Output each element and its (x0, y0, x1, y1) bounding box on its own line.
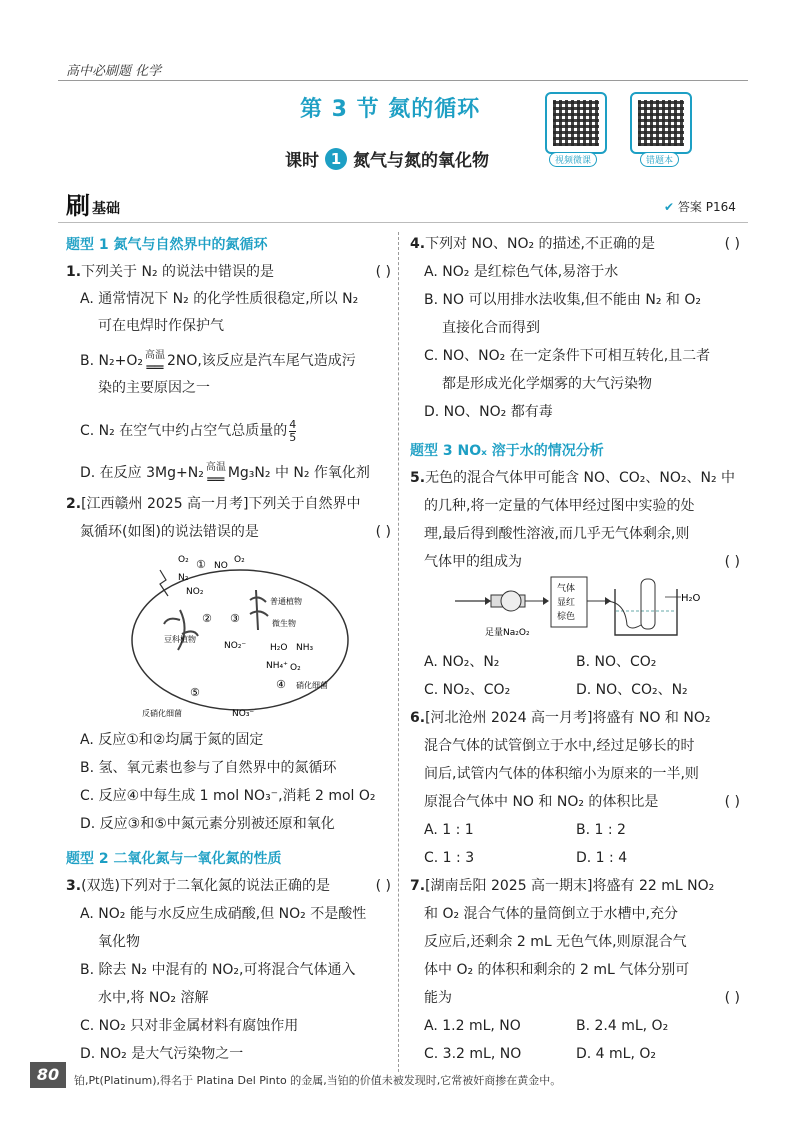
brand-logo (66, 186, 120, 221)
reagent-bulb-icon (501, 591, 521, 611)
plant-icon (250, 590, 268, 630)
q4-option-a: A. NO₂ 是红棕色气体,易溶于水 (424, 264, 619, 280)
q7-answer-blank: ( ) (724, 990, 740, 1006)
legume-plant-icon (164, 610, 198, 650)
q7-option-b: B. 2.4 mL, O₂ (576, 1018, 669, 1034)
q6-option-a: A. 1 : 1 (424, 822, 474, 838)
header-divider (58, 80, 748, 81)
label-reaction-2: ② (202, 612, 212, 625)
q7-line3: 反应后,还剩余 2 mL 无色气体,则原混合气 (424, 934, 687, 950)
q2-option-d: D. 反应③和⑤中氮元素分别被还原和氧化 (80, 816, 335, 832)
fraction-denominator: 5 (289, 431, 297, 444)
label-n2: N₂ (178, 573, 189, 583)
q3-option-b-cont: 水中,将 NO₂ 溶解 (98, 990, 209, 1006)
q7-line4: 体中 O₂ 的体积和剩余的 2 mL 气体分别可 (424, 962, 690, 978)
q2-option-a: A. 反应①和②均属于氮的固定 (80, 732, 264, 748)
answer-text: 答案 P164 (677, 200, 736, 214)
label-nitrifying-bacteria: 硝化细菌 (296, 681, 328, 690)
q1-b-line2: 染的主要原因之一 (98, 380, 210, 396)
q7-line5: 能为 (424, 990, 452, 1006)
label-legume: 豆科植物 (164, 635, 196, 644)
lesson-number: 1 (325, 148, 347, 170)
q1-number: 1. (66, 264, 82, 280)
label-shows-red: 显红 (557, 598, 576, 608)
label-brown: 棕色 (557, 612, 576, 622)
q1-b-arrow: 高温 ══ (144, 350, 165, 376)
q4-option-c: C. NO、NO₂ 在一定条件下可相互转化,且二者 (424, 348, 711, 364)
label-water: H₂O (681, 593, 701, 604)
nitrogen-cycle-diagram (120, 550, 390, 720)
question-3 (66, 872, 391, 900)
heading-type-3: 题型 3 NOₓ 溶于水的情况分析 (410, 443, 604, 459)
arrow-icon (543, 597, 549, 605)
label-nitrate: NO₃⁻ (232, 709, 255, 719)
q1-a-line2: 可在电焊时作保护气 (98, 318, 224, 334)
q4-stem: 下列对 NO、NO₂ 的描述,不正确的是 (425, 236, 656, 252)
qr-pattern (638, 100, 684, 146)
q3-option-a: A. NO₂ 能与水反应生成硝酸,但 NO₂ 不是酸性 (80, 906, 367, 922)
label-gas: 气体 (557, 584, 576, 594)
q6-line2: 混合气体的试管倒立于水中,经过足够长的时 (424, 738, 695, 754)
q4-option-b: B. NO 可以用排水法收集,但不能由 N₂ 和 O₂ (424, 292, 701, 308)
q6-options (424, 816, 744, 872)
qr-pattern (553, 100, 599, 146)
q1-d-condition: 高温 (205, 462, 226, 473)
q2-line2: 氮循环(如图)的说法错误的是 (80, 524, 259, 540)
q2-options (80, 726, 376, 838)
q5-answer-blank: ( ) (724, 554, 740, 570)
q6-option-c: C. 1 : 3 (424, 850, 475, 866)
q4-number: 4. (410, 236, 426, 252)
label-o2-second: O₂ (234, 555, 245, 565)
q7-option-d: D. 4 mL, O₂ (576, 1046, 657, 1062)
q1-b-condition: 高温 (144, 350, 165, 361)
q6-option-b: B. 1 : 2 (576, 822, 626, 838)
question-5 (410, 464, 740, 576)
q3-option-c: C. NO₂ 只对非金属材料有腐蚀作用 (80, 1018, 299, 1034)
q4-option-d: D. NO、NO₂ 都有毒 (424, 404, 553, 420)
q1-c-text: C. N₂ 在空气中约占空气总质量的 (80, 423, 288, 439)
lesson-title (285, 146, 489, 171)
q5-apparatus-diagram (455, 575, 725, 643)
label-h2o: H₂O (270, 643, 288, 653)
qr-error-label: 错题本 (640, 152, 679, 167)
lesson-label: 课时 (285, 151, 319, 171)
q2-answer-blank: ( ) (375, 524, 391, 540)
label-nitrite: NO₂⁻ (224, 641, 247, 651)
brand-sub: 基础 (92, 201, 120, 217)
check-icon: ✔ (664, 200, 675, 214)
q5-option-d: D. NO、CO₂、N₂ (576, 682, 688, 698)
question-7 (410, 872, 740, 1012)
q1-option-a (80, 286, 358, 340)
heading-type-2: 题型 2 二氧化氮与一氧化氮的性质 (66, 851, 282, 867)
q5-option-b: B. NO、CO₂ (576, 654, 657, 670)
q3-option-b: B. 除去 N₂ 中混有的 NO₂,可将混合气体通入 (80, 962, 356, 978)
q7-line2: 和 O₂ 混合气体的量筒倒立于水槽中,充分 (424, 906, 678, 922)
q1-a-line1: A. 通常情况下 N₂ 的化学性质很稳定,所以 N₂ (80, 291, 359, 307)
q2-line1: [江西赣州 2025 高一月考]下列关于自然界中 (81, 496, 361, 512)
q3-stem: (双选)下列对于二氧化氮的说法正确的是 (81, 878, 330, 894)
q5-option-c: C. NO₂、CO₂ (424, 682, 511, 698)
test-tube-icon (641, 579, 655, 629)
q7-number: 7. (410, 878, 426, 894)
q6-line3: 间后,试管内气体的体积缩小为原来的一半,则 (424, 766, 699, 782)
label-nh3: NH₃ (296, 643, 314, 653)
column-divider (398, 232, 400, 1072)
label-reaction-5: ⑤ (190, 686, 200, 699)
content-divider (58, 222, 748, 223)
q7-option-a: A. 1.2 mL, NO (424, 1018, 521, 1034)
page-number: 80 (30, 1062, 66, 1088)
answer-reference (664, 198, 736, 215)
brand-main: 刷 (66, 192, 90, 220)
label-o2-top: O₂ (178, 555, 189, 565)
q1-d-rest: Mg₃N₂ 中 N₂ 作氧化剂 (227, 465, 370, 481)
section-title: 第 3 节 氮的循环 (300, 97, 481, 122)
q2-option-b: B. 氢、氧元素也参与了自然界中的氮循环 (80, 760, 337, 776)
q5-line4: 气体甲的组成为 (424, 554, 522, 570)
q6-option-d: D. 1 : 4 (576, 850, 628, 866)
question-1 (66, 258, 391, 286)
q3-number: 3. (66, 878, 82, 894)
label-no2: NO₂ (186, 587, 204, 597)
q6-line4: 原混合气体中 NO 和 NO₂ 的体积比是 (424, 794, 659, 810)
q7-options (424, 1012, 744, 1068)
q7-option-c: C. 3.2 mL, NO (424, 1046, 522, 1062)
q1-stem: 下列关于 N₂ 的说法中错误的是 (81, 264, 275, 280)
label-ammonium: NH₄⁺ (266, 661, 288, 671)
heading-type-1: 题型 1 氮气与自然界中的氮循环 (66, 237, 268, 253)
q4-option-c-cont: 都是形成光化学烟雾的大气污染物 (442, 376, 652, 392)
q5-line3: 理,最后得到酸性溶液,而几乎无气体剩余,则 (424, 526, 690, 542)
label-reaction-3: ③ (230, 612, 240, 625)
q6-line1: [河北沧州 2024 高一月考]将盛有 NO 和 NO₂ (425, 710, 711, 726)
q3-option-a-cont: 氧化物 (98, 934, 140, 950)
label-common-plant: 普通植物 (270, 597, 302, 606)
q1-b-rest: 2NO,该反应是汽车尾气造成污 (166, 353, 356, 369)
label-reagent: 足量Na₂O₂ (485, 628, 530, 638)
q5-option-a: A. NO₂、N₂ (424, 654, 500, 670)
fraction (289, 419, 296, 444)
label-o2-bottom: O₂ (290, 663, 301, 673)
q1-option-b (80, 348, 356, 402)
label-microbe: 微生物 (272, 619, 296, 628)
q5-number: 5. (410, 470, 426, 486)
q1-option-d (80, 460, 370, 487)
q5-line2: 的几种,将一定量的气体甲经过图中实验的处 (424, 498, 695, 514)
q6-number: 6. (410, 710, 426, 726)
question-2 (66, 490, 391, 546)
qr-video-label: 视频微课 (549, 152, 597, 167)
q1-option-c (80, 418, 298, 445)
label-denitrifying-bacteria: 反硝化细菌 (142, 709, 182, 718)
q5-options (424, 648, 744, 704)
lesson-name: 氮气与氮的氧化物 (353, 151, 489, 171)
arrow-icon (485, 597, 491, 605)
q1-d-reactants: D. 在反应 3Mg+N₂ (80, 465, 204, 481)
label-no: NO (214, 561, 228, 571)
qr-code-video[interactable] (545, 92, 607, 154)
q4-options (424, 258, 710, 426)
footer-note: 铂,Pt(Platinum),得名于 Platina Del Pinto 的金属,当铂的价值未被发现时,它常被奸商掺在黄金中。 (74, 1074, 562, 1087)
q3-option-d: D. NO₂ 是大气污染物之一 (80, 1046, 244, 1062)
q1-b-reactants: B. N₂+O₂ (80, 353, 143, 369)
label-reaction-4: ④ (276, 678, 286, 691)
q2-option-c: C. 反应④中每生成 1 mol NO₃⁻,消耗 2 mol O₂ (80, 788, 376, 804)
fraction-numerator: 4 (289, 418, 297, 431)
question-6 (410, 704, 740, 816)
q3-options (80, 900, 366, 1068)
qr-code-error-book[interactable] (630, 92, 692, 154)
q6-answer-blank: ( ) (724, 794, 740, 810)
q3-answer-blank: ( ) (375, 878, 391, 894)
q4-option-b-cont: 直接化合而得到 (442, 320, 540, 336)
q5-line1: 无色的混合气体甲可能含 NO、CO₂、NO₂、N₂ 中 (425, 470, 736, 486)
q4-answer-blank: ( ) (724, 236, 740, 252)
label-reaction-1: ① (196, 558, 206, 571)
book-title: 高中必刷题 化学 (66, 64, 162, 79)
question-4 (410, 230, 740, 258)
q1-answer-blank: ( ) (375, 264, 391, 280)
q7-line1: [湖南岳阳 2025 高一期末]将盛有 22 mL NO₂ (425, 878, 715, 894)
q2-number: 2. (66, 496, 82, 512)
q1-d-arrow: 高温 ══ (205, 462, 226, 488)
